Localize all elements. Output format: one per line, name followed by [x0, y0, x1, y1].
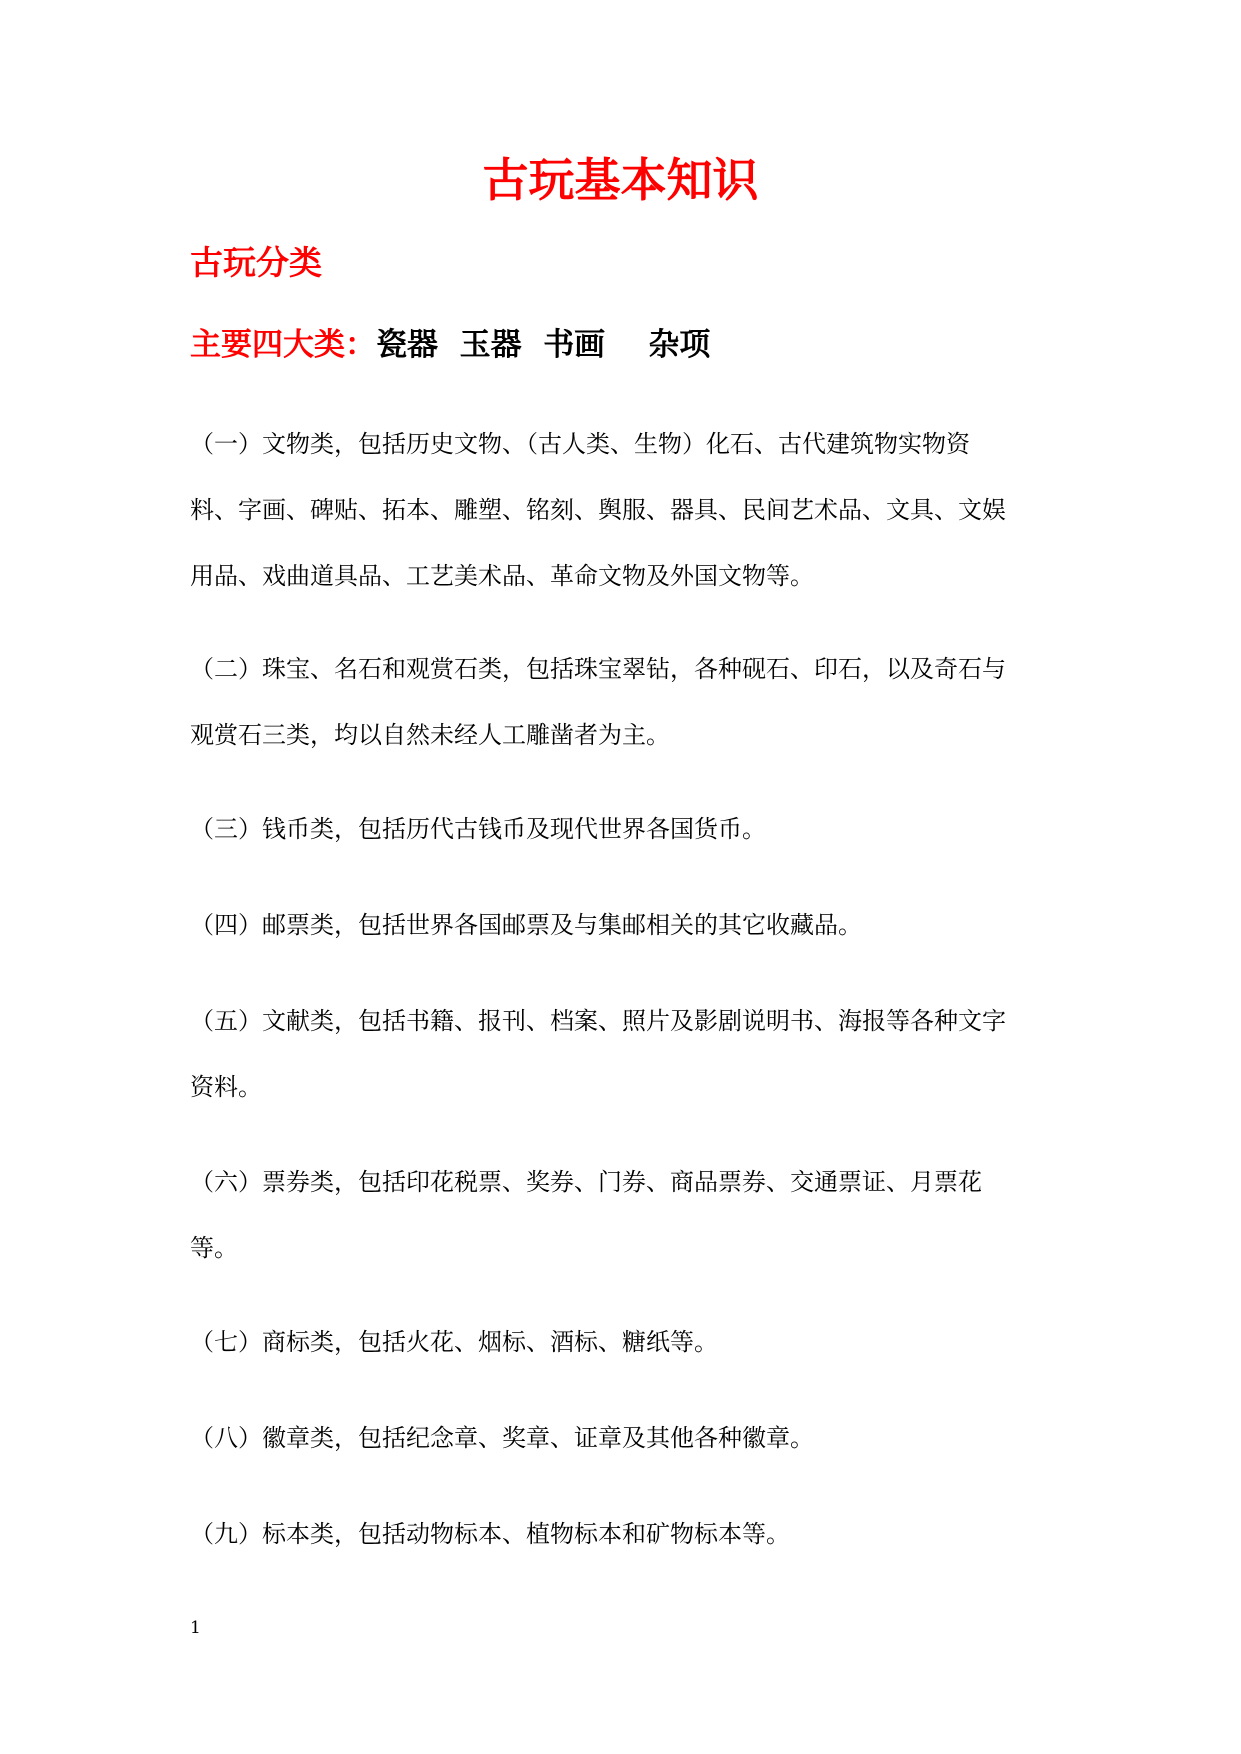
main-categories-lead: 主要四大类： [190, 327, 376, 363]
paragraph-9: （九）标本类，包括动物标本、植物标本和矿物标本等。 [190, 1520, 790, 1548]
category-item: 书画 [543, 327, 606, 363]
paragraph-3: （三）钱币类，包括历代古钱币及现代世界各国货币。 [190, 815, 766, 843]
paragraph-2: （二）珠宝、名石和观赏石类，包括珠宝翠钻，各种砚石、印石，以及奇石与观赏石三类，均以自然未经人工雕凿者为主。 [190, 655, 1006, 749]
category-item: 玉器 [459, 327, 522, 363]
section-heading: 古玩分类 [190, 243, 322, 282]
paragraph-4: （四）邮票类，包括世界各国邮票及与集邮相关的其它收藏品。 [190, 911, 862, 939]
paragraph-8: （八）徽章类，包括纪念章、奖章、证章及其他各种徽章。 [190, 1424, 814, 1452]
paragraph-7: （七）商标类，包括火花、烟标、酒标、糖纸等。 [190, 1328, 718, 1356]
category-item: 杂项 [648, 327, 711, 363]
paragraph-5: （五）文献类，包括书籍、报刊、档案、照片及影剧说明书、海报等各种文字资料。 [190, 1007, 1006, 1101]
category-item: 瓷器 [376, 327, 438, 363]
main-categories-line [190, 322, 710, 368]
page-number: 1 [190, 1618, 201, 1638]
paragraph-6: （六）票券类，包括印花税票、奖券、门券、商品票券、交通票证、月票花等。 [190, 1168, 982, 1262]
document-title: 古玩基本知识 [482, 153, 759, 207]
paragraph-1: （一）文物类，包括历史文物、（古人类、生物）化石、古代建筑物实物资料、字画、碑贴、拓本、雕塑、铭刻、舆服、器具、民间艺术品、文具、文娱用品、戏曲道具品、工艺美术品、革命文物及外国文物等。 [190, 430, 1006, 590]
